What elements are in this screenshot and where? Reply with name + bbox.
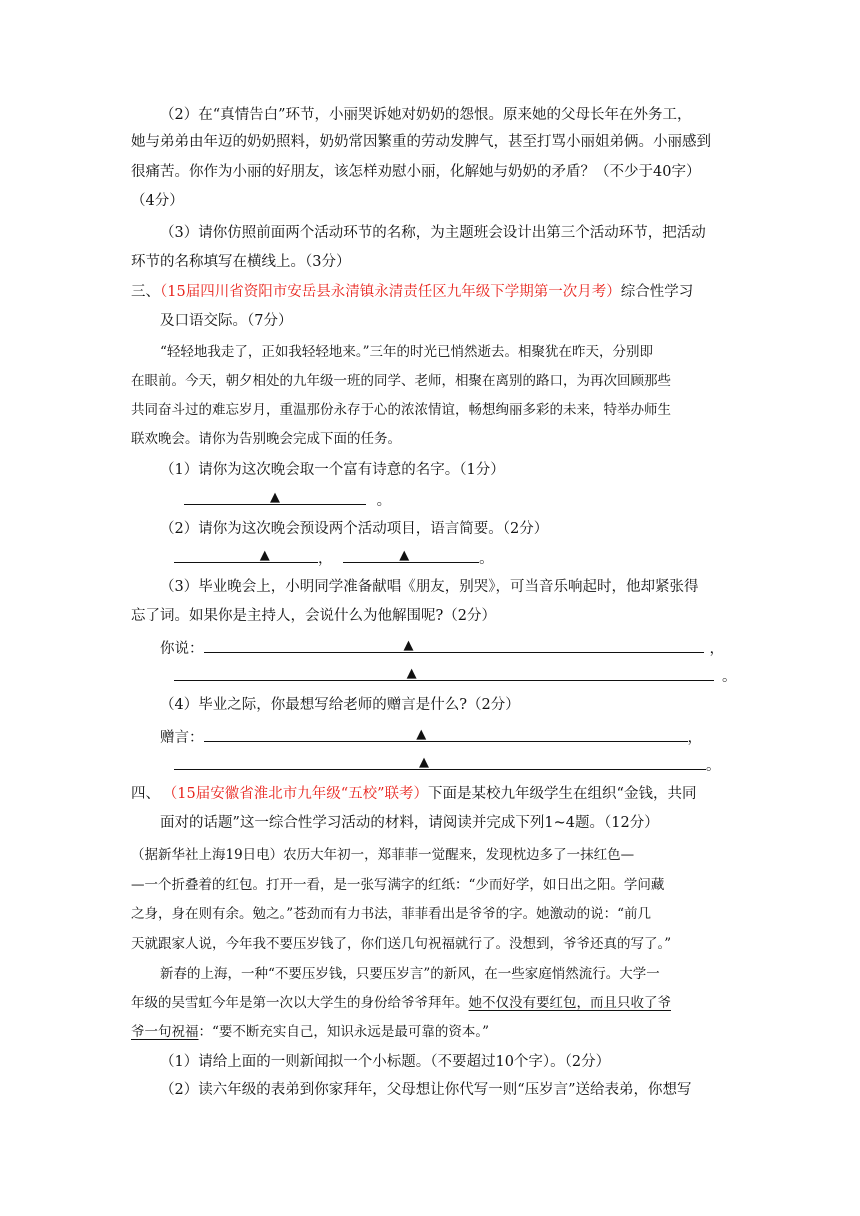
section-3-source: （15届四川省资阳市安岳县永清镇永清责任区九年级下学期第一次月考）	[160, 284, 621, 300]
s3-q3-answer-blank-2[interactable]	[174, 664, 714, 681]
s3-q2-answer-row	[174, 546, 494, 569]
s3-q4-answer-blank-1[interactable]	[204, 725, 688, 742]
news2-line-2-text: 年级的吴雪虹今年是第一次以大学生的身份给爷爷拜年。	[131, 995, 469, 1011]
s3-q3-answer-row-1	[160, 636, 724, 659]
period: 。	[722, 669, 737, 685]
answer-marker-icon: ▲	[403, 638, 414, 653]
section-4-heading-line-2: 面对的话题”这一综合性学习活动的材料，请阅读并完成下列1~4题。（12分）	[160, 815, 659, 831]
news2-line-2	[131, 993, 671, 1013]
answer-marker-icon: ▲	[416, 727, 427, 742]
q3-line-1: （3）请你仿照前面两个活动环节的名称，为主题班会设计出第三个活动环节，把活动	[160, 225, 706, 241]
passage-1-line-2: 在眼前。今天，朝夕相处的九年级一班的同学、老师，相聚在离别的路口，为再次回顾那些	[131, 373, 671, 389]
news-line-2: —一个折叠着的红包。打开一看，是一张写满字的红纸：“少而好学，如日出之阳。学问藏	[131, 877, 665, 893]
s3-question-4: （4）毕业之际，你最想写给老师的赠言是什么?（2分）	[160, 697, 520, 713]
underlined-sentence: 她不仅没有要红包，而且只收了爷	[468, 995, 671, 1011]
s4-question-2: （2）读六年级的表弟到你家拜年，父母想让你代写一则“压岁言”送给表弟，你想写	[160, 1082, 692, 1098]
s3-q3-answer-row-2	[174, 664, 737, 687]
news-line-4: 天就跟家人说，今年我不要压岁钱了，你们送几句祝福就行了。没想到，爷爷还真的写了。”	[131, 936, 672, 952]
s3-q2-answer-blank-2[interactable]	[343, 546, 479, 563]
q2-line-1: （2）在“真情告白”环节，小丽哭诉她对奶奶的怨恨。原来她的父母长年在外务工，	[160, 107, 692, 123]
period: 。	[376, 493, 392, 509]
news2-line-3-text: ：“要不断充实自己，知识永远是最可靠的资本。”	[198, 1024, 490, 1040]
underlined-sentence-end: 爷一句祝福	[131, 1024, 199, 1040]
news-line-1: （据新华社上海19日电）农历大年初一，郑菲菲一觉醒来，发现枕边多了一抹红色—	[131, 847, 635, 863]
s3-q1-answer-blank[interactable]	[184, 488, 366, 505]
answer-marker-icon: ▲	[406, 666, 417, 681]
s3-q4-answer-row-1	[160, 725, 702, 748]
s3-q4-answer-row-2	[174, 753, 721, 776]
section-3-number: 三、	[131, 284, 160, 300]
s3-q1-answer-row	[184, 488, 391, 511]
q2-line-4: （4分）	[131, 193, 184, 209]
news-line-3: 之身，身在则有余。勉之。”苍劲而有力书法，菲菲看出是爷爷的字。她激动的说：“前几	[131, 906, 652, 922]
passage-1-line-4: 联欢晚会。请你为告别晚会完成下面的任务。	[131, 431, 401, 447]
news2-line-3	[131, 1022, 489, 1042]
s4-question-1: （1）请给上面的一则新闻拟一个小标题。（不要超过10个字）。（2分）	[160, 1054, 611, 1070]
s3-question-2: （2）请你为这次晚会预设两个活动项目，语言简要。（2分）	[160, 521, 549, 537]
s3-question-3-line-1: （3）毕业晚会上，小明同学准备献唱《朋友，别哭》，可当音乐响起时，他却紧张得	[160, 579, 699, 595]
answer-marker-icon: ▲	[399, 548, 410, 563]
q3-line-2: 环节的名称填写在横线上。（3分）	[131, 254, 351, 270]
message-label: 赠言：	[160, 730, 204, 746]
section-3-heading	[131, 282, 693, 302]
s3-q3-answer-blank-1[interactable]	[204, 636, 704, 653]
passage-1-line-3: 共同奋斗过的难忘岁月，重温那份永存于心的浓浓情谊，畅想绚丽多彩的未来，特举办师生	[131, 402, 671, 418]
you-say-label: 你说：	[160, 641, 204, 657]
s3-question-1: （1）请你为这次晚会取一个富有诗意的名字。（1分）	[160, 462, 505, 478]
comma: ，	[318, 551, 333, 567]
comma: ，	[687, 730, 702, 746]
s3-q2-answer-blank-1[interactable]	[174, 546, 318, 563]
news2-line-1: 新春的上海，一种“不要压岁钱，只要压岁言”的新风，在一些家庭悄然流行。大学一	[160, 966, 660, 982]
section-4-heading	[131, 784, 696, 804]
q2-line-3: 很痛苦。你作为小丽的好朋友，该怎样劝慰小丽，化解她与奶奶的矛盾？（不少于40字）	[131, 164, 701, 180]
comma: ，	[709, 641, 724, 657]
answer-marker-icon: ▲	[259, 548, 270, 563]
answer-marker-icon: ▲	[270, 490, 280, 505]
s3-question-3-line-2: 忘了词。如果你是主持人，会说什么为他解围呢?（2分）	[131, 608, 496, 624]
period: 。	[706, 758, 721, 774]
section-4-number: 四、	[131, 786, 160, 802]
s3-q4-answer-blank-2[interactable]	[174, 753, 706, 770]
q2-line-2: 她与弟弟由年迈的奶奶照料，奶奶常因繁重的劳动发脾气，甚至打骂小丽姐弟俩。小丽感到	[131, 134, 711, 150]
answer-marker-icon: ▲	[419, 755, 430, 770]
section-3-heading-line-2: 及口语交际。（7分）	[160, 313, 293, 329]
section-3-title: 综合性学习	[620, 284, 694, 300]
section-4-source: （15届安徽省淮北市九年级“五校”联考）	[170, 786, 429, 802]
section-4-title: 下面是某校九年级学生在组织“金钱，共同	[428, 786, 697, 802]
period: 。	[479, 551, 494, 567]
passage-1-line-1: “轻轻地我走了，正如我轻轻地来。”三年的时光已悄然逝去。相聚犹在昨天，分别即	[160, 344, 654, 360]
